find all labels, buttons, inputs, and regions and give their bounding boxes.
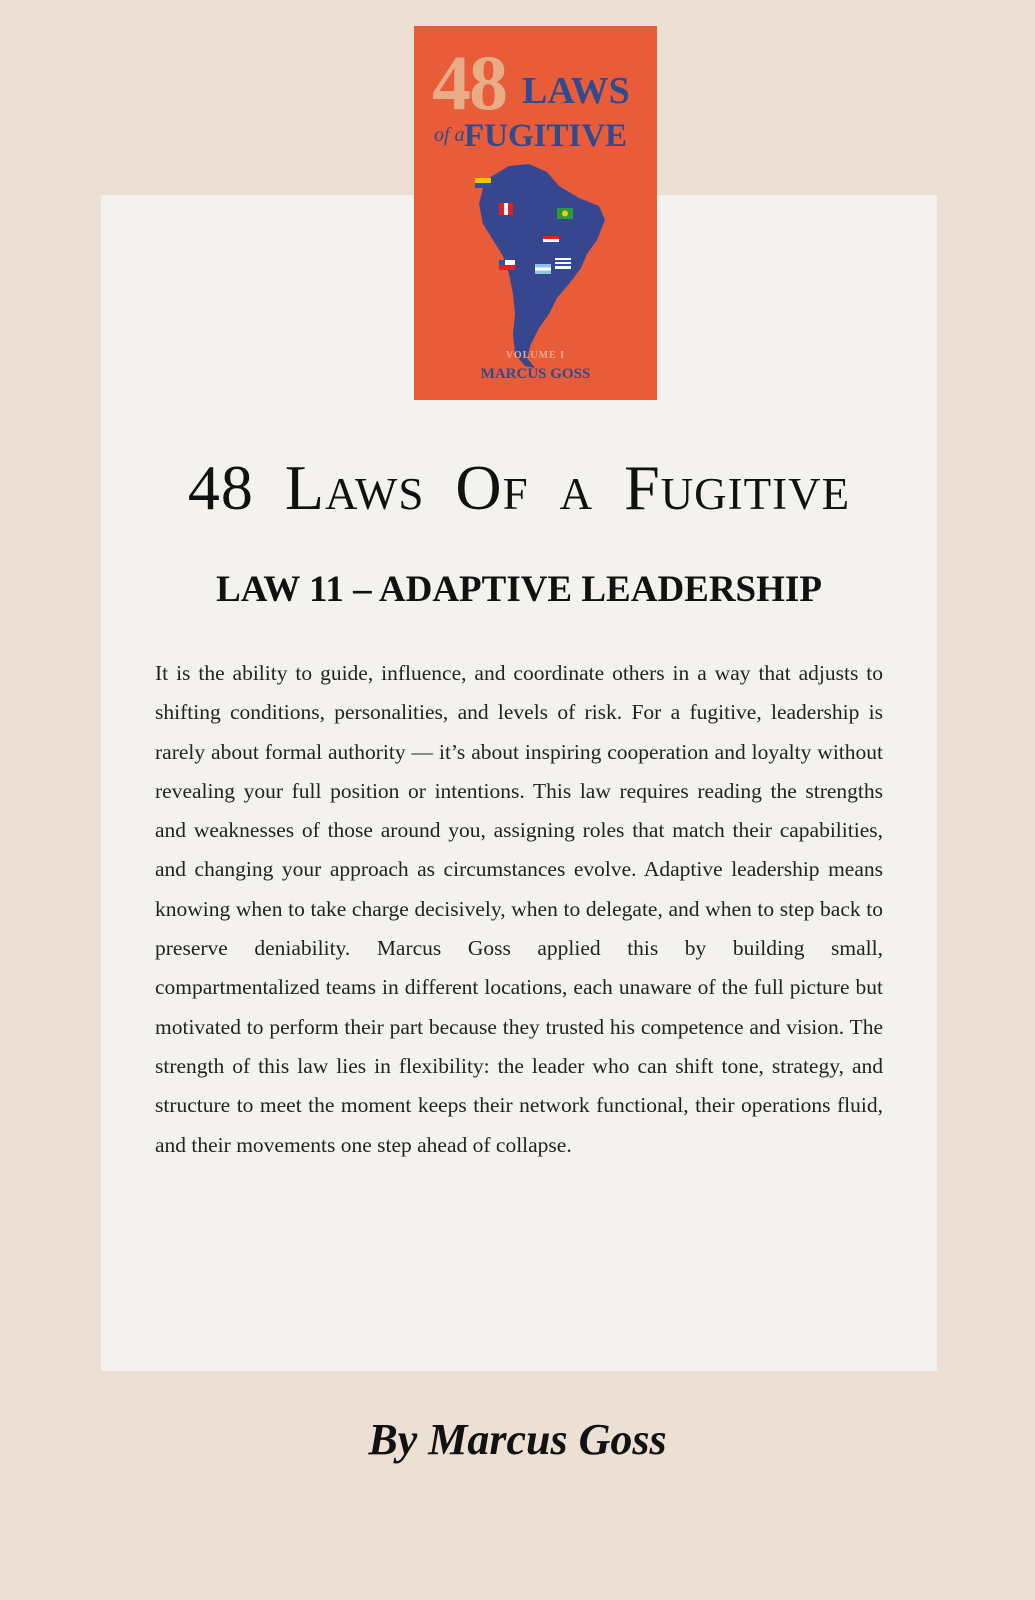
law-description: It is the ability to guide, influence, and coordinate others in a way that adjusts to shifting conditions, personalities, and levels of risk. For a fugitive, leadership is rarely about formal authority — it’s about inspiring cooperation and loyalty without revealing your full position or intentions. This law requires reading the strengths and weaknesses of those around you, assigning roles that match their capabilities, and changing your approach as circumstances evolve. Adaptive leadership means knowing when to take charge decisively, when to delegate, and when to step back to preserve deniability. Marcus Goss applied this by building small, compartmentalized teams in different locations, each unaware of the full picture but motivated to perform their part because they trusted his competence and vision. The strength of this law lies in flexibility: the leader who can shift tone, strategy, and structure to meet the moment keeps their network functional, their operations fluid, and their movements one step ahead of collapse. [155,661,883,1157]
flag-uruguay-icon [555,258,571,269]
cover-author: MARCUS GOSS [480,366,591,382]
cover-of-a-text: of a [434,124,465,146]
cover-number: 48 [432,39,506,126]
page-title: 48 Laws Of a Fugitive [187,452,851,523]
law-heading: LAW 11 – ADAPTIVE LEADERSHIP [216,569,822,610]
cover-fugitive-text: FUGITIVE [464,118,628,154]
south-america-map-icon [469,158,609,373]
book-cover-image [414,26,657,400]
cover-laws-text: LAWS [522,70,630,112]
author-byline: By Marcus Goss [368,1415,667,1464]
cover-volume: VOLUME I [505,350,566,361]
